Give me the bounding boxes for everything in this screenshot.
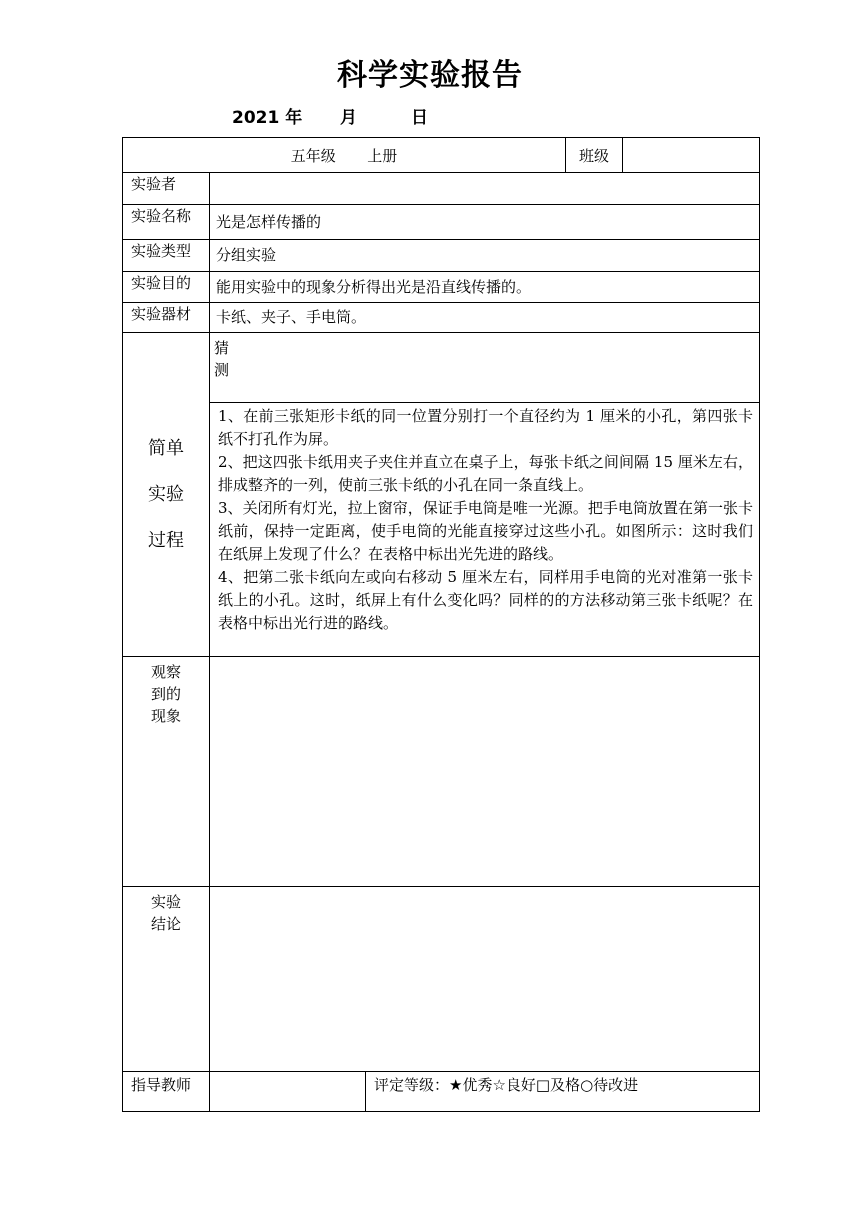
conclusion-field[interactable] [210, 887, 760, 1072]
row-footer [123, 1072, 760, 1112]
experimenter-label: 实验者 [123, 173, 210, 205]
row-experiment-type [123, 240, 760, 272]
observation-label-line: 现象 [150, 707, 181, 725]
rating-text: 评定等级：★优秀☆良好□及格○待改进 [366, 1072, 760, 1112]
process-step: 1、在前三张矩形卡纸的同一位置分别打一个直径约为 1 厘米的小孔，第四张卡纸不打孔作为屏。 [218, 407, 754, 448]
experiment-type-label: 实验类型 [123, 240, 210, 272]
guess-cell [210, 333, 760, 403]
teacher-field[interactable] [210, 1072, 366, 1112]
observation-field[interactable] [210, 657, 760, 887]
guess-label [210, 333, 240, 402]
conclusion-label-line: 实验 [150, 893, 181, 911]
row-materials [123, 303, 760, 333]
process-label-line: 过程 [148, 529, 184, 551]
observation-label-line: 到的 [150, 685, 181, 703]
experiment-purpose-label: 实验目的 [123, 272, 210, 303]
process-label-line: 简单 [148, 437, 184, 459]
experiment-name-value: 光是怎样传播的 [210, 205, 760, 240]
guess-label-line: 猜 [214, 339, 230, 357]
row-conclusion [123, 887, 760, 1072]
experiment-purpose-value: 能用实验中的现象分析得出光是沿直线传播的。 [210, 272, 760, 303]
header-row [123, 138, 760, 173]
process-step: 2、把这四张卡纸用夹子夹住并直立在桌子上，每张卡纸之间间隔 15 厘米左右，排成整齐的一列，使前三张卡纸的小孔在同一条直线上。 [218, 453, 754, 494]
grade-text: 五年级 [290, 146, 336, 165]
conclusion-label [123, 887, 210, 1072]
row-guess [123, 333, 760, 403]
teacher-label: 指导教师 [123, 1072, 210, 1112]
report-table [122, 137, 760, 1112]
process-step: 4、把第二张卡纸向左或向右移动 5 厘米左右，同样用手电筒的光对准第一张卡纸上的小孔。这时，纸屏上有什么变化吗？同样的的方法移动第三张卡纸呢？在表格中标出光行进的路线。 [218, 568, 754, 632]
conclusion-label-line: 结论 [150, 915, 181, 933]
process-step: 3、关闭所有灯光，拉上窗帘，保证手电筒是唯一光源。把手电筒放置在第一张卡纸前，保持一定距离，使手电筒的光能直接穿过这些小孔。如图所示：这时我们在纸屏上发现了什么？在表格中标出光先进的路线。 [218, 499, 754, 563]
experiment-type-value: 分组实验 [210, 240, 760, 272]
experimenter-field[interactable] [210, 173, 760, 205]
observation-label [123, 657, 210, 887]
guess-field[interactable] [240, 333, 759, 402]
materials-label: 实验器材 [123, 303, 210, 333]
report-title: 科学实验报告 [337, 58, 523, 93]
process-label-line: 实验 [148, 483, 184, 505]
date-month: 月 [340, 108, 357, 128]
volume-text: 上册 [367, 146, 398, 165]
class-label: 班级 [566, 138, 623, 173]
process-label [123, 333, 210, 657]
date-year: 2021 年 [232, 108, 303, 128]
experiment-name-label: 实验名称 [123, 205, 210, 240]
materials-value: 卡纸、夹子、手电筒。 [210, 303, 760, 333]
guess-label-line: 测 [214, 361, 230, 379]
row-experimenter [123, 173, 760, 205]
row-steps [123, 403, 760, 657]
observation-label-line: 观察 [150, 663, 181, 681]
row-experiment-name [123, 205, 760, 240]
row-observation [123, 657, 760, 887]
date-day: 日 [411, 108, 428, 128]
process-steps [210, 403, 760, 657]
row-experiment-purpose [123, 272, 760, 303]
grade-cell [123, 138, 566, 173]
class-field[interactable] [623, 138, 760, 173]
